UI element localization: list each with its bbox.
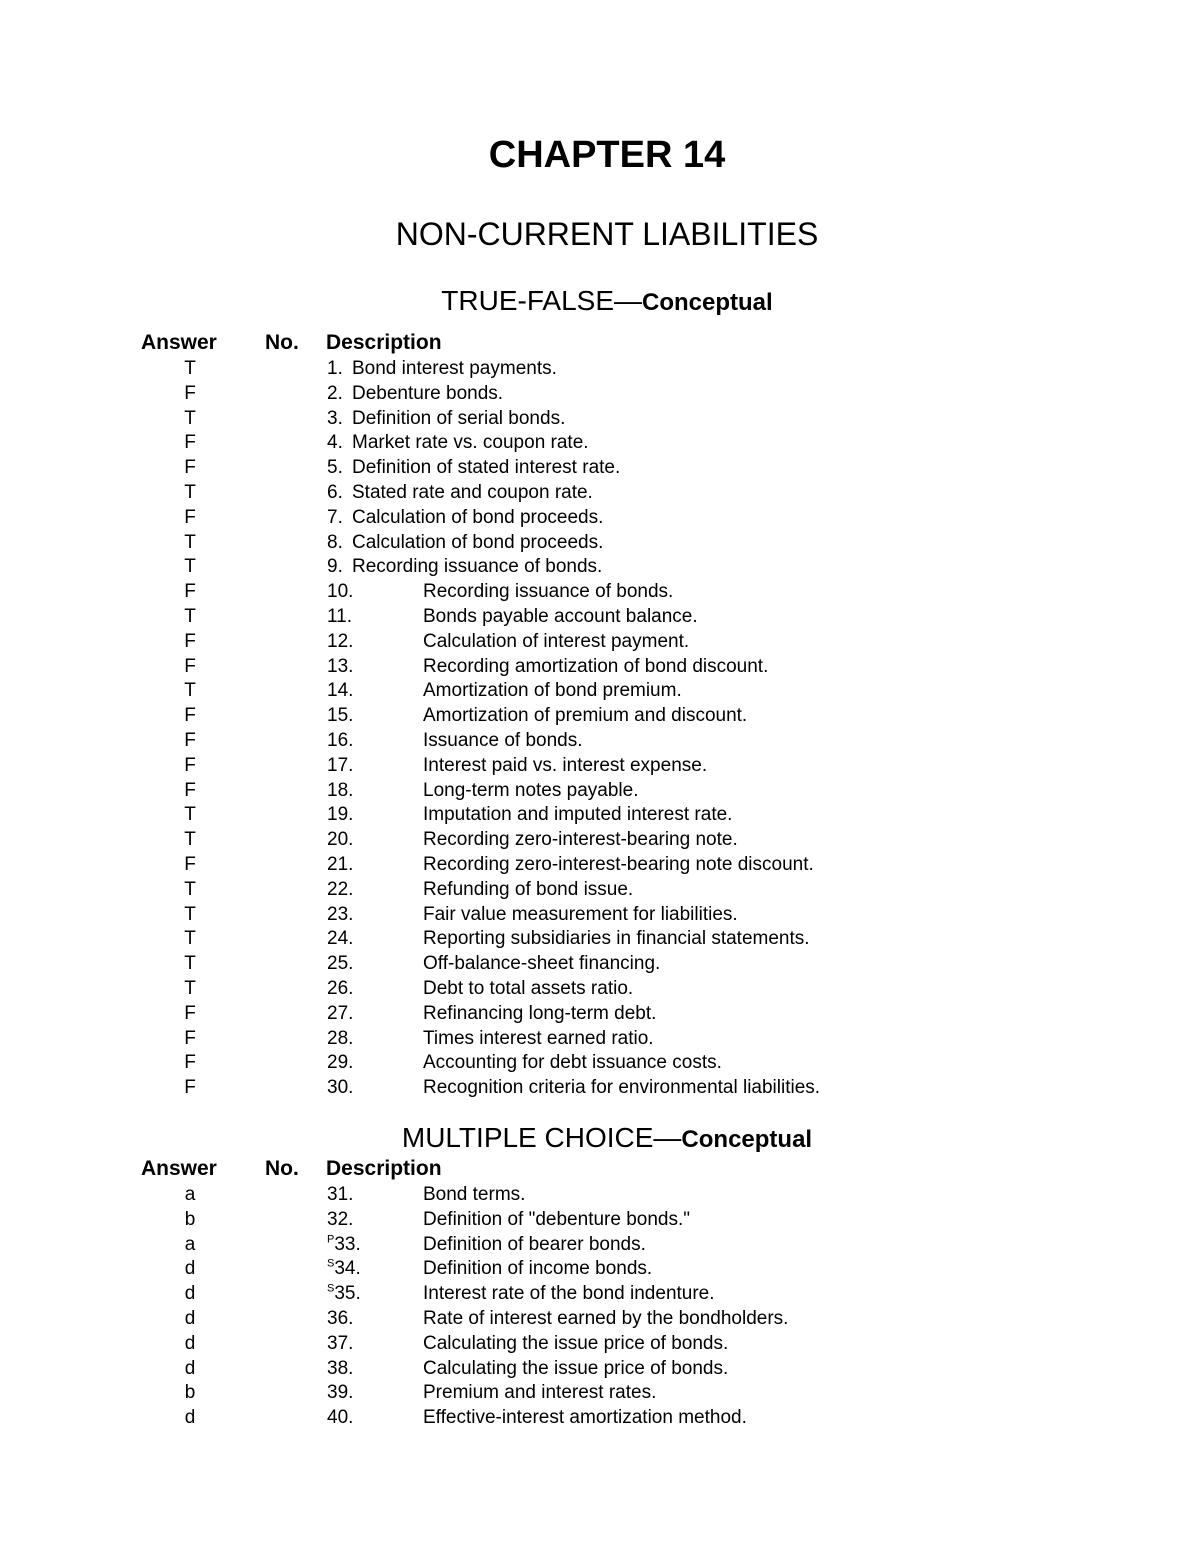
answer-cell: a: [184, 1233, 196, 1255]
number-text: 2.: [327, 382, 343, 404]
number-cell: [327, 926, 353, 951]
description-cell: Market rate vs. coupon rate.: [352, 432, 589, 454]
number-text: 34.: [334, 1258, 361, 1280]
section-title-suffix: Conceptual: [642, 289, 773, 316]
number-text: 19.: [327, 804, 354, 826]
number-cell: [327, 1232, 361, 1257]
description-cell: Debt to total assets ratio.: [423, 978, 634, 999]
list-item: [0, 1331, 1200, 1356]
number-text: 20.: [327, 829, 354, 851]
chapter-title: CHAPTER 14: [488, 134, 726, 176]
answer-cell: T: [184, 407, 196, 429]
number-cell: [327, 356, 343, 381]
answer-cell: T: [184, 804, 196, 826]
description-cell: Effective-interest amortization method.: [423, 1407, 747, 1429]
number-cell: [327, 802, 353, 827]
source-mark: S: [327, 1258, 335, 1271]
number-cell: [327, 505, 343, 530]
list-item: [0, 1281, 1200, 1306]
answer-cell: F: [184, 1027, 196, 1049]
description-cell: Long-term notes payable.: [423, 779, 639, 801]
number-cell: [327, 778, 353, 803]
list-item: [0, 926, 1200, 951]
answer-cell: F: [184, 779, 196, 801]
description-cell: Definition of stated interest rate.: [352, 457, 621, 479]
header-description: Description: [326, 331, 442, 354]
list-item: [0, 629, 1200, 654]
answer-cell: d: [184, 1283, 196, 1305]
number-cell: [327, 579, 353, 604]
number-cell: [327, 678, 353, 703]
number-text: 31.: [327, 1184, 354, 1205]
answer-cell: F: [184, 1052, 196, 1074]
list-item: [0, 778, 1200, 803]
description-cell: Calculation of bond proceeds.: [352, 506, 604, 528]
number-cell: [327, 1281, 361, 1306]
number-text: 12.: [327, 630, 354, 652]
answer-cell: F: [184, 630, 196, 652]
number-cell: [327, 902, 353, 927]
number-cell: [327, 1050, 353, 1075]
number-cell: [327, 654, 353, 679]
list-item: [0, 530, 1200, 555]
number-text: 39.: [327, 1382, 354, 1404]
answer-cell: T: [184, 928, 196, 950]
answer-cell: T: [184, 978, 196, 999]
number-text: 32.: [327, 1208, 354, 1230]
list-item: [0, 1405, 1200, 1430]
number-text: 21.: [327, 854, 354, 875]
number-text: 18.: [327, 779, 354, 801]
number-cell: [327, 951, 353, 976]
description-cell: Calculation of interest payment.: [423, 630, 690, 652]
list-item: [0, 902, 1200, 927]
number-cell: [327, 1306, 353, 1331]
number-text: 13.: [327, 655, 354, 677]
description-cell: Refunding of bond issue.: [423, 878, 634, 900]
number-cell: [327, 1256, 361, 1281]
answer-cell: b: [184, 1208, 196, 1230]
list-item: [0, 678, 1200, 703]
header-answer: Answer: [141, 1157, 217, 1180]
number-text: 4.: [327, 432, 343, 454]
answer-cell: F: [184, 432, 196, 454]
description-cell: Issuance of bonds.: [423, 730, 583, 751]
number-text: 22.: [327, 878, 354, 900]
description-cell: Definition of bearer bonds.: [423, 1233, 646, 1255]
number-text: 8.: [327, 531, 343, 553]
list-item: [0, 877, 1200, 902]
list-item: [0, 703, 1200, 728]
description-cell: Recording issuance of bonds.: [352, 556, 603, 578]
list-item: [0, 654, 1200, 679]
description-cell: Imputation and imputed interest rate.: [423, 804, 733, 826]
answer-cell: T: [184, 680, 196, 702]
answer-cell: F: [184, 705, 196, 727]
header-answer: Answer: [141, 331, 217, 354]
answer-cell: F: [184, 854, 196, 875]
number-text: 15.: [327, 705, 354, 727]
number-cell: [327, 629, 353, 654]
header-description: Description: [326, 1157, 442, 1180]
section-title-true-false: [0, 286, 1200, 318]
number-text: 16.: [327, 730, 354, 751]
number-cell: [327, 480, 343, 505]
number-cell: [327, 406, 343, 431]
list-item: [0, 1207, 1200, 1232]
section-title-multiple-choice: [0, 1123, 1200, 1155]
number-cell: [327, 554, 343, 579]
number-text: 11.: [327, 606, 353, 627]
number-cell: [327, 1207, 353, 1232]
number-text: 14.: [327, 680, 354, 702]
number-cell: [327, 703, 353, 728]
description-cell: Definition of serial bonds.: [352, 407, 566, 429]
answer-cell: d: [184, 1407, 196, 1429]
list-item: [0, 430, 1200, 455]
header-no: No.: [265, 331, 299, 354]
description-cell: Recognition criteria for environmental liabilities.: [423, 1077, 821, 1099]
answer-cell: F: [184, 1077, 196, 1099]
number-text: 29.: [327, 1052, 354, 1074]
number-text: 3.: [327, 407, 343, 429]
number-text: 33.: [334, 1233, 361, 1255]
number-text: 1.: [327, 358, 343, 379]
answer-cell: F: [184, 581, 196, 603]
description-cell: Rate of interest earned by the bondholders.: [423, 1308, 789, 1329]
number-cell: [327, 1356, 353, 1381]
list-item: [0, 1001, 1200, 1026]
list-item: [0, 1050, 1200, 1075]
list-item: [0, 1026, 1200, 1051]
section-title-main: MULTIPLE CHOICE—: [401, 1122, 682, 1153]
number-cell: [327, 1075, 353, 1100]
chapter-subtitle: NON-CURRENT LIABILITIES: [395, 216, 819, 252]
source-mark: S: [327, 1282, 335, 1295]
number-cell: [327, 430, 343, 455]
answer-cell: T: [184, 903, 196, 925]
description-cell: Calculating the issue price of bonds.: [423, 1357, 729, 1379]
answer-cell: T: [184, 829, 196, 851]
list-item: [0, 802, 1200, 827]
number-text: 24.: [327, 928, 354, 950]
section-title-suffix: Conceptual: [681, 1126, 813, 1153]
list-item: [0, 1232, 1200, 1257]
number-text: 17.: [327, 754, 354, 776]
description-cell: Interest paid vs. interest expense.: [423, 754, 708, 776]
answer-cell: T: [184, 878, 196, 900]
description-cell: Premium and interest rates.: [423, 1382, 657, 1404]
number-cell: [327, 877, 353, 902]
description-cell: Times interest earned ratio.: [423, 1027, 654, 1049]
description-cell: Debenture bonds.: [352, 382, 504, 404]
description-cell: Bonds payable account balance.: [423, 606, 698, 627]
description-cell: Amortization of bond premium.: [423, 680, 682, 702]
number-text: 35.: [334, 1283, 361, 1305]
number-text: 40.: [327, 1407, 354, 1429]
answer-cell: T: [184, 953, 196, 975]
header-no: No.: [265, 1157, 299, 1180]
section-title-main: TRUE-FALSE—: [441, 285, 642, 316]
number-cell: [327, 530, 343, 555]
list-item: [0, 579, 1200, 604]
answer-cell: F: [184, 730, 196, 751]
description-cell: Calculating the issue price of bonds.: [423, 1332, 729, 1354]
description-cell: Stated rate and coupon rate.: [352, 482, 593, 503]
list-item: [0, 827, 1200, 852]
list-item: [0, 604, 1200, 629]
list-item: [0, 455, 1200, 480]
list-item: [0, 1306, 1200, 1331]
number-cell: [327, 1001, 353, 1026]
number-cell: [327, 1405, 353, 1430]
list-item: [0, 356, 1200, 381]
number-cell: [327, 455, 343, 480]
number-cell: [327, 728, 353, 753]
list-item: [0, 381, 1200, 406]
number-text: 28.: [327, 1027, 354, 1049]
number-cell: [327, 976, 353, 1001]
description-cell: Off-balance-sheet financing.: [423, 953, 661, 975]
number-text: 25.: [327, 953, 354, 975]
answer-cell: F: [184, 506, 196, 528]
description-cell: Recording zero-interest-bearing note.: [423, 829, 738, 851]
number-cell: [327, 1026, 353, 1051]
answer-cell: d: [184, 1332, 196, 1354]
list-item: [0, 753, 1200, 778]
answer-cell: T: [184, 531, 196, 553]
number-text: 10.: [327, 581, 354, 603]
description-cell: Amortization of premium and discount.: [423, 705, 748, 727]
list-item: [0, 505, 1200, 530]
list-item: [0, 852, 1200, 877]
list-item: [0, 951, 1200, 976]
number-text: 36.: [327, 1308, 354, 1329]
answer-cell: T: [184, 482, 196, 503]
description-cell: Definition of "debenture bonds.": [423, 1208, 691, 1230]
number-text: 23.: [327, 903, 354, 925]
answer-cell: T: [184, 358, 196, 379]
source-mark: P: [327, 1233, 335, 1246]
answer-cell: d: [184, 1308, 196, 1329]
description-cell: Recording amortization of bond discount.: [423, 655, 769, 677]
description-cell: Recording issuance of bonds.: [423, 581, 674, 603]
description-cell: Calculation of bond proceeds.: [352, 531, 604, 553]
list-item: [0, 1256, 1200, 1281]
number-cell: [327, 1331, 353, 1356]
description-cell: Refinancing long-term debt.: [423, 1002, 657, 1024]
number-text: 30.: [327, 1077, 354, 1099]
description-cell: Bond interest payments.: [352, 358, 557, 379]
list-item: [0, 406, 1200, 431]
number-cell: [327, 852, 353, 877]
list-item: [0, 1182, 1200, 1207]
answer-cell: F: [184, 1002, 196, 1024]
answer-cell: F: [184, 457, 196, 479]
number-cell: [327, 1182, 353, 1207]
list-item: [0, 1075, 1200, 1100]
answer-cell: F: [184, 655, 196, 677]
answer-cell: b: [184, 1382, 196, 1404]
number-cell: [327, 1380, 353, 1405]
description-cell: Interest rate of the bond indenture.: [423, 1283, 715, 1305]
list-item: [0, 1380, 1200, 1405]
number-text: 5.: [327, 457, 343, 479]
answer-cell: d: [184, 1258, 196, 1280]
number-text: 27.: [327, 1002, 354, 1024]
number-cell: [327, 381, 343, 406]
description-cell: Reporting subsidiaries in financial statements.: [423, 928, 810, 950]
number-text: 37.: [327, 1332, 354, 1354]
description-cell: Fair value measurement for liabilities.: [423, 903, 738, 925]
number-cell: [327, 753, 353, 778]
list-item: [0, 1356, 1200, 1381]
description-cell: Accounting for debt issuance costs.: [423, 1052, 722, 1074]
answer-cell: T: [184, 606, 196, 627]
answer-cell: a: [184, 1184, 196, 1205]
description-cell: Definition of income bonds.: [423, 1258, 653, 1280]
number-text: 6.: [327, 482, 343, 503]
answer-cell: F: [184, 754, 196, 776]
list-item: [0, 480, 1200, 505]
number-text: 7.: [327, 506, 343, 528]
number-text: 9.: [327, 556, 343, 578]
list-item: [0, 554, 1200, 579]
description-cell: Bond terms.: [423, 1184, 526, 1205]
number-text: 26.: [327, 978, 354, 999]
list-item: [0, 976, 1200, 1001]
answer-cell: T: [184, 556, 196, 578]
answer-cell: F: [184, 382, 196, 404]
number-cell: [327, 604, 352, 629]
description-cell: Recording zero-interest-bearing note discount.: [423, 854, 814, 875]
list-item: [0, 728, 1200, 753]
number-cell: [327, 827, 353, 852]
number-text: 38.: [327, 1357, 354, 1379]
answer-cell: d: [184, 1357, 196, 1379]
